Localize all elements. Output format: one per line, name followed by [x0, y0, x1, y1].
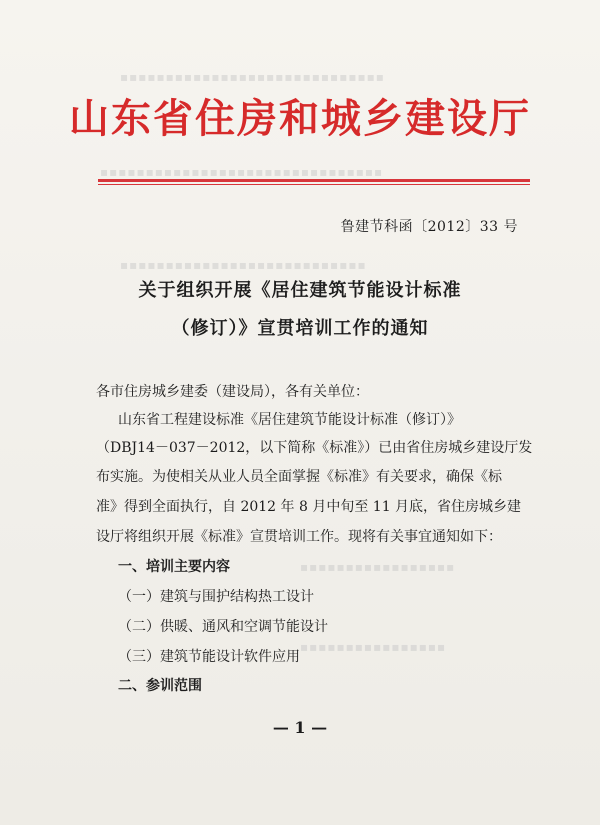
- section-item: （二）供暖、通风和空调节能设计: [118, 619, 328, 635]
- organization-header: 山东省住房和城乡建设厅: [69, 96, 531, 142]
- section-item: （三）建筑节能设计软件应用: [118, 649, 300, 665]
- addressee-line: 各市住房城乡建委（建设局），各有关单位：: [96, 384, 369, 400]
- paragraph-line: 布实施。为使相关从业人员全面掌握《标准》有关要求，确保《标: [96, 469, 502, 485]
- paragraph-line: 设厅将组织开展《标准》宣贯培训工作。现将有关事宜通知如下：: [96, 529, 502, 545]
- notice-title-line-1: 关于组织开展《居住建筑节能设计标准: [138, 280, 462, 301]
- section-heading-2: 二、参训范围: [118, 678, 202, 694]
- notice-title-line-2: （修订）》宣贯培训工作的通知: [171, 318, 429, 339]
- bleed-through-mark: ▪▪▪▪▪▪▪▪▪▪▪▪▪▪▪▪▪▪▪▪▪▪▪▪▪▪▪: [120, 258, 367, 272]
- paragraph-line: 准》得到全面执行，自 2012 年 8 月中旬至 11 月底，省住房城乡建: [96, 499, 522, 515]
- header-red-rule-thick: [98, 179, 530, 182]
- header-red-rule-thin: [98, 184, 530, 185]
- bleed-through-mark: ▪▪▪▪▪▪▪▪▪▪▪▪▪▪▪▪: [300, 640, 447, 654]
- bleed-through-mark: ▪▪▪▪▪▪▪▪▪▪▪▪▪▪▪▪▪: [300, 560, 456, 574]
- bleed-through-mark: ▪▪▪▪▪▪▪▪▪▪▪▪▪▪▪▪▪▪▪▪▪▪▪▪▪▪▪▪▪▪▪: [100, 165, 384, 179]
- paragraph-line: 山东省工程建设标准《居住建筑节能设计标准（修订）》: [118, 412, 461, 428]
- bleed-through-mark: ▪▪▪▪▪▪▪▪▪▪▪▪▪▪▪▪▪▪▪▪▪▪▪▪▪▪▪▪▪: [120, 70, 385, 84]
- document-number: 鲁建节科函〔2012〕33 号: [340, 219, 518, 235]
- paragraph-line: （DBJ14－037－2012，以下简称《标准》）已由省住房城乡建设厅发: [96, 440, 533, 456]
- section-item: （一）建筑与围护结构热工设计: [118, 589, 314, 605]
- section-heading-1: 一、培训主要内容: [118, 559, 230, 575]
- page-number: — 1 —: [272, 718, 328, 737]
